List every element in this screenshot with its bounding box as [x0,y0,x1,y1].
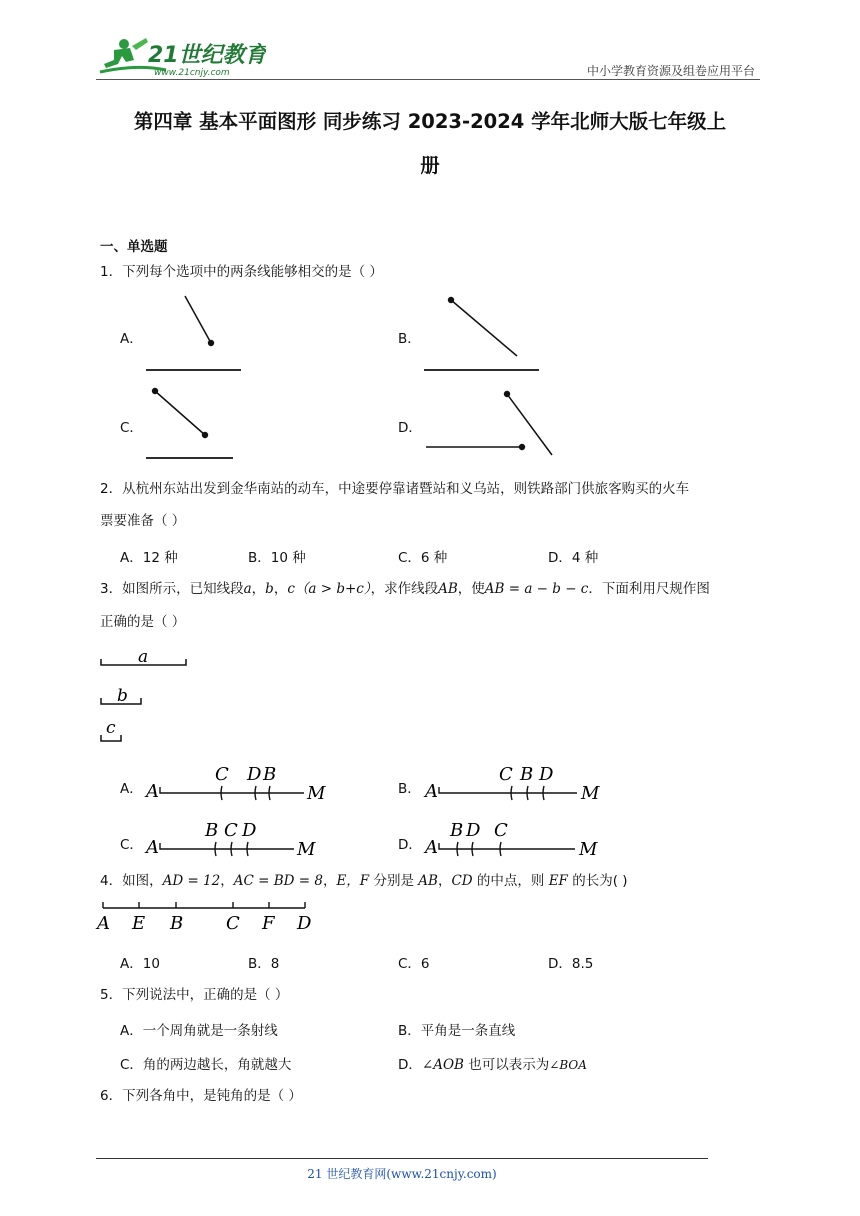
q3-text-b: ，求作线段 [370,581,439,597]
q4-point-e: E [132,913,146,934]
q4-sep2: ， [322,873,337,889]
question-2-line2: 票要准备（ ） [100,513,186,529]
q4-point-c: C [226,913,240,934]
q3b-mark-c: C [499,764,513,785]
q4-ef: EF [548,873,568,889]
footer-link[interactable]: 21 世纪教育网(www.21cnjy.com) [307,1167,497,1181]
q3b-mark-b: B [520,764,534,785]
q4-option-a: A．10 [120,956,160,972]
q4-text-a: 4．如图， [100,873,163,889]
q3b-end-label: M [581,783,600,804]
q4-option-d: D．8.5 [548,956,594,972]
q3-option-b-label: B． [398,781,421,797]
q3-option-a-label: A． [120,781,143,797]
q4-ab: AB [418,873,438,889]
segment-a [101,647,186,667]
header-platform-text: 中小学教育资源及组卷应用平台 [586,64,755,78]
q2-option-c: C．6 种 [398,550,448,566]
q1-figure-d [426,391,552,455]
site-logo [96,34,266,80]
segment-b [101,686,141,706]
q4-text-c: 的中点，则 [472,873,549,889]
q3a-mark-c: C [215,764,229,785]
page-title-line1: 第四章 基本平面图形 同步练习 2023-2024 学年北师大版七年级上 [133,110,727,133]
q3a-start-label: A [146,781,159,802]
footer-divider [96,1158,708,1159]
q3c-mark-b: B [205,820,219,841]
q4-point-d: D [297,913,312,934]
q4-option-b: B．8 [248,956,280,972]
segment-c-label: c [106,718,116,738]
q4-cd: CD [451,873,473,889]
q4-ef-list: E，F [336,873,370,889]
q5-option-a: A．一个周角就是一条射线 [120,1023,278,1039]
q4-point-f: F [262,913,275,934]
q4-sep1: ， [220,873,234,889]
q4-cond1: AD = 12 [162,873,221,889]
q3-diagram-a [142,760,342,805]
q5-angle-aob: ∠AOB [421,1057,464,1073]
question-1-text: 1．下列每个选项中的两条线能够相交的是（ ） [100,264,383,280]
q3a-mark-b: B [263,764,277,785]
q3-text-a: 3．如图所示，已知线段 [100,581,244,597]
q4-point-a: A [97,913,110,934]
q3-formula: AB = a − b − c [484,581,589,597]
q3c-start-label: A [146,837,159,858]
q3-sep1: ， [251,581,266,597]
q3a-mark-d: D [247,764,262,785]
q3c-end-label: M [297,839,316,860]
q3-given-segments [95,645,205,745]
q1-figures [140,290,560,460]
q1-option-c-label: C． [120,420,143,436]
q1-option-b-label: B． [398,331,421,347]
q3-var-a: a [243,581,252,597]
header-divider [96,79,760,80]
q4-sep3: ， [437,873,452,889]
q1-figure-b [424,297,539,370]
q3d-mark-c: C [494,820,508,841]
q4-cond2: AC = BD = 8 [233,873,323,889]
q1-figure-a [146,296,241,370]
q2-option-d: D．4 种 [548,550,599,566]
question-3-line2: 正确的是（ ） [100,614,186,630]
segment-a-label: a [138,647,149,667]
q3-text-d: ．下面利用尺规作图 [588,581,710,597]
q5-angle-boa: ∠BOA [549,1058,587,1072]
q3-diagram-b [421,760,621,805]
q3d-mark-b: B [450,820,464,841]
q3d-mark-d: D [466,820,481,841]
q3-var-b: b [265,581,274,597]
page-title-line2: 册 [420,154,440,177]
segment-c [101,718,121,741]
q1-option-d-label: D． [398,420,422,436]
q3-condition: （a > b+c） [294,581,371,597]
question-4-text [100,871,628,891]
q5-option-b: B．平角是一条直线 [398,1023,516,1039]
q4-text-b: 分别是 [369,873,419,889]
q1-option-a-label: A． [120,331,143,347]
q3-text-c: ，使 [457,581,485,597]
q5-option-d [398,1053,587,1073]
q3-diagram-c [142,816,342,861]
q3c-mark-d: D [242,820,257,841]
q3-option-d-label: D． [398,837,422,853]
q3-diagram-d [421,816,621,861]
section-heading: 一、单选题 [100,239,168,255]
logo-url: www.21cnjy.com [154,68,230,78]
question-6-text: 6．下列各角中，是钝角的是（ ） [100,1088,302,1104]
q3b-start-label: A [425,781,438,802]
q2-option-a: A．12 种 [120,550,178,566]
q3-var-c: c [287,581,295,597]
q5-option-d-prefix: D． [398,1057,422,1073]
question-2-line1: 2．从杭州东站出发到金华南站的动车，中途要停靠诸暨站和义乌站，则铁路部门供旅客购买的火车 [100,481,690,497]
question-3-line1 [100,579,710,599]
q5-option-d-text: 也可以表示为 [463,1057,550,1073]
q3c-mark-c: C [224,820,238,841]
q3-sep2: ， [273,581,288,597]
q3-ab: AB [438,581,458,597]
q2-option-b: B．10 种 [248,550,306,566]
segment-b-label: b [117,686,128,706]
question-5-text: 5．下列说法中，正确的是（ ） [100,987,289,1003]
q4-text-d: 的长为( ) [567,873,628,889]
q1-figure-c [146,388,233,458]
q3a-end-label: M [307,783,326,804]
q3-option-c-label: C． [120,837,143,853]
logo-title: 21世纪教育 [148,43,266,68]
q4-number-line [95,895,325,940]
q5-option-c: C．角的两边越长，角就越大 [120,1057,292,1073]
q3d-start-label: A [425,837,438,858]
q4-point-b: B [170,913,184,934]
q3d-end-label: M [579,839,598,860]
q3b-mark-d: D [539,764,554,785]
q4-option-c: C．6 [398,956,430,972]
